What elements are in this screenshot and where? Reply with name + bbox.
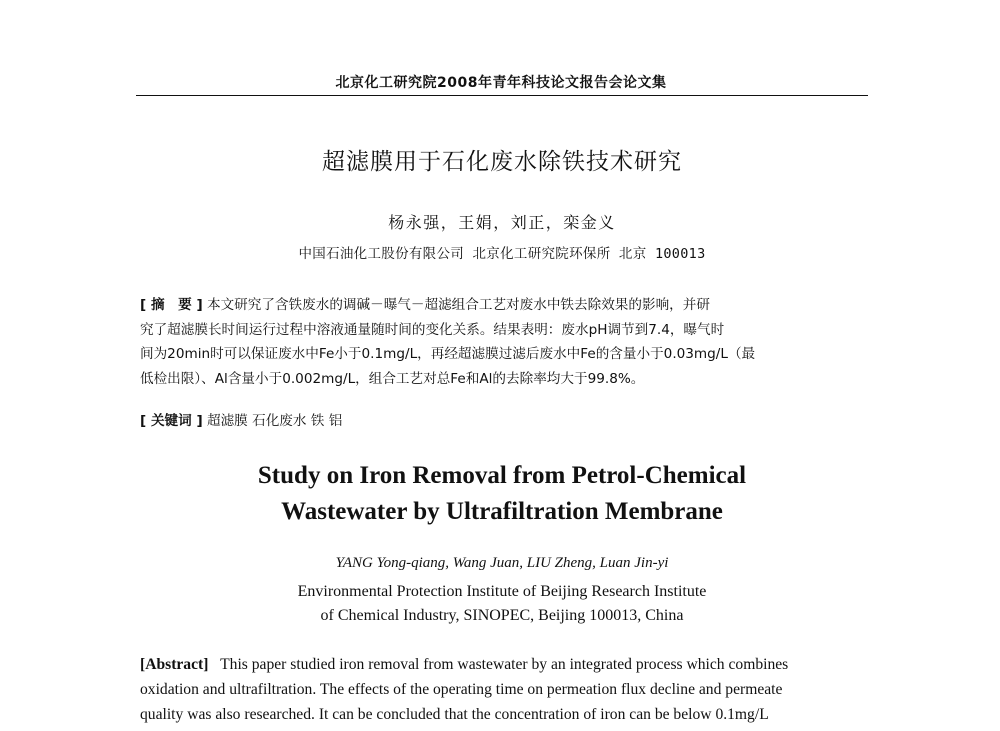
chinese-title: 超滤膜用于石化废水除铁技术研究 bbox=[322, 149, 682, 175]
header-divider bbox=[136, 95, 868, 96]
english-affiliation-line-2: of Chemical Industry, SINOPEC, Beijing 100013, China bbox=[320, 607, 684, 624]
chinese-abstract-line-1: [ 摘 要 ] 本文研究了含铁废水的调碱－曝气－超滤组合工艺对废水中铁去除效果的影响，并研 bbox=[140, 297, 710, 313]
english-abstract-line-3: quality was also researched. It can be concluded that the concentration of iron can be below 0.1mg/L bbox=[140, 706, 769, 723]
english-affiliation bbox=[136, 580, 868, 628]
chinese-authors: 杨永强，王娟，刘正，栾金义 bbox=[388, 213, 616, 232]
chinese-abstract bbox=[140, 293, 868, 391]
english-abstract-label: [Abstract] bbox=[140, 656, 209, 673]
running-header: 北京化工研究院2008年青年科技论文报告会论文集 bbox=[335, 75, 667, 91]
chinese-abstract-line-3: 间为20min时可以保证废水中Fe小于0.1mg/L，再经超滤膜过滤后废水中Fe的含量小于0.03mg/L（最 bbox=[140, 346, 756, 363]
chinese-abstract-line-2: 究了超滤膜长时间运行过程中溶液通量随时间的变化关系。结果表明：废水pH调节到7.4，曝气时 bbox=[140, 321, 725, 338]
chinese-abstract-line-4: 低检出限）、Al含量小于0.002mg/L，组合工艺对总Fe和Al的去除率均大于99.8%。 bbox=[140, 370, 645, 387]
chinese-keywords-text: 超滤膜 石化废水 铁 铝 bbox=[207, 413, 343, 429]
english-abstract-line-1: [Abstract] This paper studied iron removal from wastewater by an integrated process which combines bbox=[140, 656, 789, 673]
english-title-line-1: Study on Iron Removal from Petrol-Chemical bbox=[257, 462, 747, 489]
english-affiliation-line-1: Environmental Protection Institute of Beijing Research Institute bbox=[297, 583, 707, 600]
english-abstract bbox=[140, 652, 868, 727]
english-title bbox=[136, 458, 868, 530]
english-authors: YANG Yong-qiang, Wang Juan, LIU Zheng, Luan Jin-yi bbox=[335, 555, 669, 571]
chinese-keywords bbox=[140, 409, 868, 429]
chinese-abstract-label: [ 摘 要 ] bbox=[140, 297, 203, 313]
english-title-line-2: Wastewater by Ultrafiltration Membrane bbox=[281, 498, 723, 525]
chinese-affiliation: 中国石油化工股份有限公司 北京化工研究院环保所 北京 100013 bbox=[298, 246, 706, 262]
english-abstract-line-2: oxidation and ultrafiltration. The effects of the operating time on permeation flux decline and permeate bbox=[140, 681, 783, 698]
chinese-keywords-label: [ 关键词 ] bbox=[140, 413, 203, 429]
